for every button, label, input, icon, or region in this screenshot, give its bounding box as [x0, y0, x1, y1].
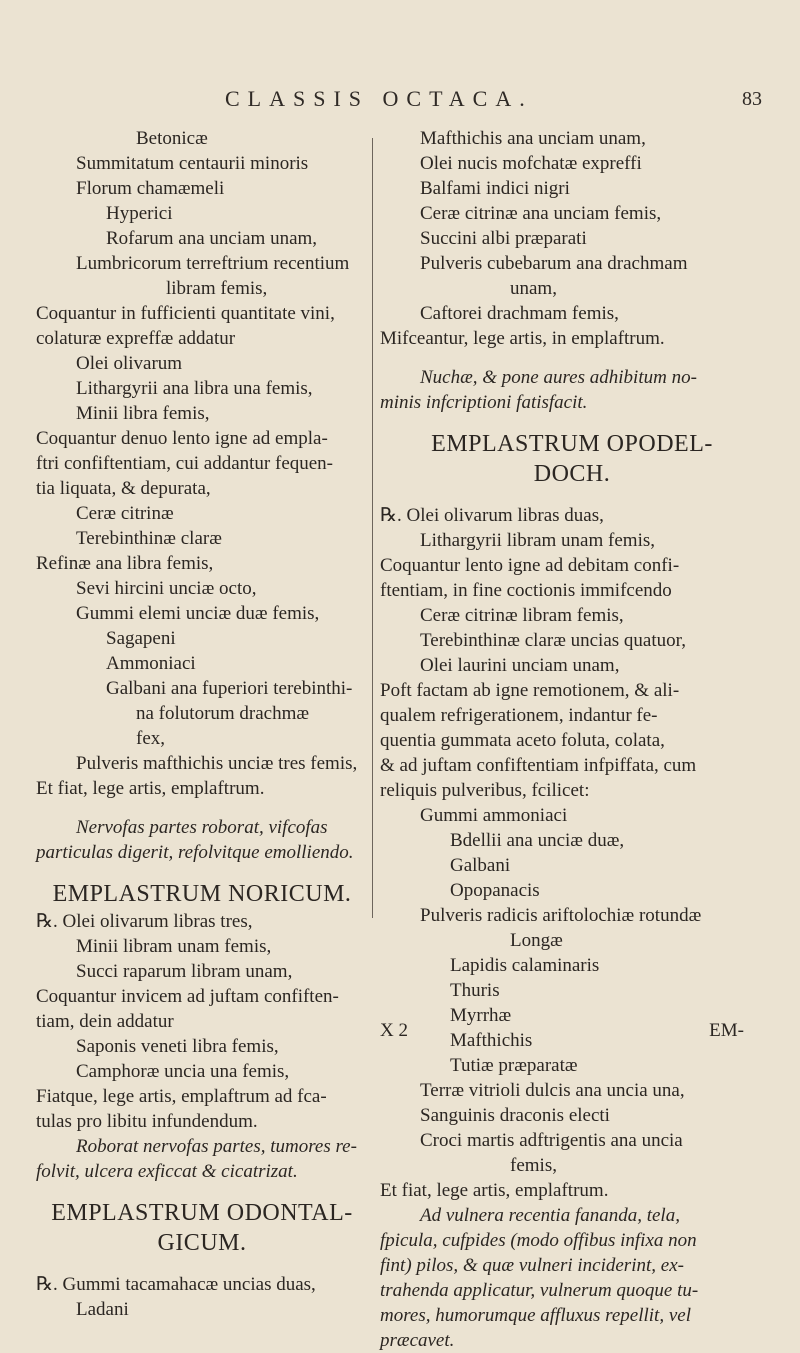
- page-footer: [380, 1020, 764, 1046]
- text-line: ℞. Olei olivarum libras tres,: [36, 911, 253, 932]
- text-line: ftri confiftentiam, cui addantur fequen-: [36, 453, 334, 474]
- page-number: 83: [742, 88, 762, 110]
- text-line: Opopanacis: [450, 880, 540, 901]
- section-heading: DOCH.: [533, 461, 611, 487]
- text-line: Sanguinis draconis electi: [420, 1105, 610, 1126]
- text-line: Thuris: [450, 980, 500, 1001]
- signature-mark: X 2: [380, 1020, 408, 1041]
- text-line: Hyperici: [106, 203, 173, 224]
- text-line: quentia gummata aceto foluta, colata,: [380, 730, 665, 751]
- text-line: Mafthichis: [450, 1030, 533, 1051]
- italic-note-line: trahenda applicatur, vulnerum quoque tu-: [380, 1280, 699, 1301]
- text-line: Galbani ana fuperiori terebinthi-: [106, 678, 353, 699]
- text-line: Pulveris radicis ariftolochiæ rotundæ: [420, 905, 702, 926]
- text-line: Summitatum centaurii minoris: [76, 153, 309, 174]
- italic-note-line: Ad vulnera recentia fananda, tela,: [420, 1205, 680, 1226]
- spacer: [36, 1258, 368, 1272]
- text-line: Minii libram unam femis,: [76, 936, 272, 957]
- text-line: Olei laurini unciam unam,: [420, 655, 620, 676]
- text-line: Coquantur in fufficienti quantitate vini,: [36, 303, 335, 324]
- italic-note-line: fpicula, cufpides (modo offibus infixa non: [380, 1230, 697, 1251]
- text-line: Ceræ citrinæ ana unciam femis,: [420, 203, 662, 224]
- section-heading: GICUM.: [157, 1230, 247, 1256]
- text-line: Lithargyrii ana libra una femis,: [76, 378, 313, 399]
- text-line: Coquantur denuo lento igne ad empla-: [36, 428, 328, 449]
- text-line: Olei nucis mofchatæ expreffi: [420, 153, 642, 174]
- column-divider: [372, 138, 373, 918]
- italic-note-line: particulas digerit, refolvitque emolliendo.: [36, 842, 354, 863]
- text-line: reliquis pulveribus, fcilicet:: [380, 780, 590, 801]
- text-line: Croci martis adftrigentis ana uncia: [420, 1130, 683, 1151]
- text-line: Gummi ammoniaci: [420, 805, 568, 826]
- running-title: CLASSIS OCTACA.: [225, 86, 533, 111]
- text-line: Olei olivarum: [76, 353, 183, 374]
- catchword: EM-: [709, 1020, 744, 1041]
- italic-note-line: Nuchæ, & pone aures adhibitum no-: [420, 367, 697, 388]
- text-line: Ammoniaci: [106, 653, 196, 674]
- text-line: Sagapeni: [106, 628, 176, 649]
- text-line: Mifceantur, lege artis, in emplaftrum.: [380, 328, 665, 349]
- text-line: Camphoræ uncia una femis,: [76, 1061, 290, 1082]
- text-line: ℞. Gummi tacamahacæ uncias duas,: [36, 1274, 316, 1295]
- text-line: Saponis veneti libra femis,: [76, 1036, 279, 1057]
- text-line: ℞. Olei olivarum libras duas,: [380, 505, 604, 526]
- section-heading: EMPLASTRUM NORICUM.: [52, 881, 352, 907]
- text-line: Succini albi præparati: [420, 228, 587, 249]
- text-line: Caftorei drachmam femis,: [420, 303, 619, 324]
- text-line: Mafthichis ana unciam unam,: [420, 128, 646, 149]
- section-heading: EMPLASTRUM OPODEL-: [431, 431, 713, 457]
- spacer: [380, 489, 764, 503]
- text-line: Pulveris cubebarum ana drachmam: [420, 253, 688, 274]
- text-line: Sevi hircini unciæ octo,: [76, 578, 257, 599]
- spacer: [380, 415, 764, 429]
- text-line: Pulveris mafthichis unciæ tres femis,: [76, 753, 358, 774]
- italic-note-line: folvit, ulcera exficcat & cicatrizat.: [36, 1161, 298, 1182]
- text-line: tulas pro libitu infundendum.: [36, 1111, 258, 1132]
- italic-note-line: mores, humorumque affluxus repellit, vel: [380, 1305, 691, 1326]
- text-line: Et fiat, lege artis, emplaftrum.: [380, 1180, 609, 1201]
- text-line: Refinæ ana libra femis,: [36, 553, 214, 574]
- right-column: [380, 126, 764, 1353]
- text-line: Gummi elemi unciæ duæ femis,: [76, 603, 320, 624]
- text-line: Bdellii ana unciæ duæ,: [450, 830, 625, 851]
- text-line: Longæ: [510, 930, 563, 951]
- spacer: [36, 1184, 368, 1198]
- text-line: fex,: [136, 728, 166, 749]
- text-line: Rofarum ana unciam unam,: [106, 228, 318, 249]
- text-line: Coquantur invicem ad juftam confiften-: [36, 986, 339, 1007]
- italic-note-line: fint) pilos, & quæ vulneri inciderint, ex-: [380, 1255, 684, 1276]
- text-line: Tutiæ præparatæ: [450, 1055, 578, 1076]
- text-line: Terebinthinæ claræ uncias quatuor,: [420, 630, 686, 651]
- text-line: Terebinthinæ claræ: [76, 528, 222, 549]
- spacer: [36, 801, 368, 815]
- text-line: tia liquata, & depurata,: [36, 478, 211, 499]
- section-heading: EMPLASTRUM ODONTAL-: [51, 1200, 353, 1226]
- text-line: Ladani: [76, 1299, 129, 1320]
- text-line: tiam, dein addatur: [36, 1011, 174, 1032]
- text-line: Fiatque, lege artis, emplaftrum ad fca-: [36, 1086, 327, 1107]
- italic-note-line: minis infcriptioni fatisfacit.: [380, 392, 588, 413]
- text-line: Galbani: [450, 855, 511, 876]
- text-line: unam,: [510, 278, 557, 299]
- text-line: Ceræ citrinæ: [76, 503, 174, 524]
- text-line: Lapidis calaminaris: [450, 955, 600, 976]
- text-line: colaturæ expreffæ addatur: [36, 328, 236, 349]
- spacer: [36, 865, 368, 879]
- text-line: Lumbricorum terreftrium recentium: [76, 253, 350, 274]
- text-line: femis,: [510, 1155, 557, 1176]
- text-line: Poft factam ab igne remotionem, & ali-: [380, 680, 680, 701]
- text-line: Balfami indici nigri: [420, 178, 570, 199]
- text-line: ftentiam, in fine coctionis immifcendo: [380, 580, 672, 601]
- text-line: Myrrhæ: [450, 1005, 512, 1026]
- text-line: Betonicæ: [136, 128, 208, 149]
- text-line: Minii libra femis,: [76, 403, 210, 424]
- spacer: [380, 351, 764, 365]
- text-line: libram femis,: [166, 278, 268, 299]
- text-line: na folutorum drachmæ: [136, 703, 310, 724]
- text-line: Florum chamæmeli: [76, 178, 225, 199]
- text-line: & ad juftam confiftentiam infpiffata, cum: [380, 755, 697, 776]
- text-line: Coquantur lento igne ad debitam confi-: [380, 555, 680, 576]
- text-line: Et fiat, lege artis, emplaftrum.: [36, 778, 265, 799]
- italic-note-line: præcavet.: [380, 1330, 455, 1351]
- left-column: [36, 126, 368, 1322]
- text-line: Lithargyrii libram unam femis,: [420, 530, 655, 551]
- italic-note-line: Roborat nervofas partes, tumores re-: [76, 1136, 357, 1157]
- text-line: Terræ vitrioli dulcis ana uncia una,: [420, 1080, 685, 1101]
- running-header: [0, 86, 800, 116]
- text-line: qualem refrigerationem, indantur fe-: [380, 705, 658, 726]
- italic-note-line: Nervofas partes roborat, vifcofas: [76, 817, 328, 838]
- text-line: Succi raparum libram unam,: [76, 961, 293, 982]
- text-line: Ceræ citrinæ libram femis,: [420, 605, 624, 626]
